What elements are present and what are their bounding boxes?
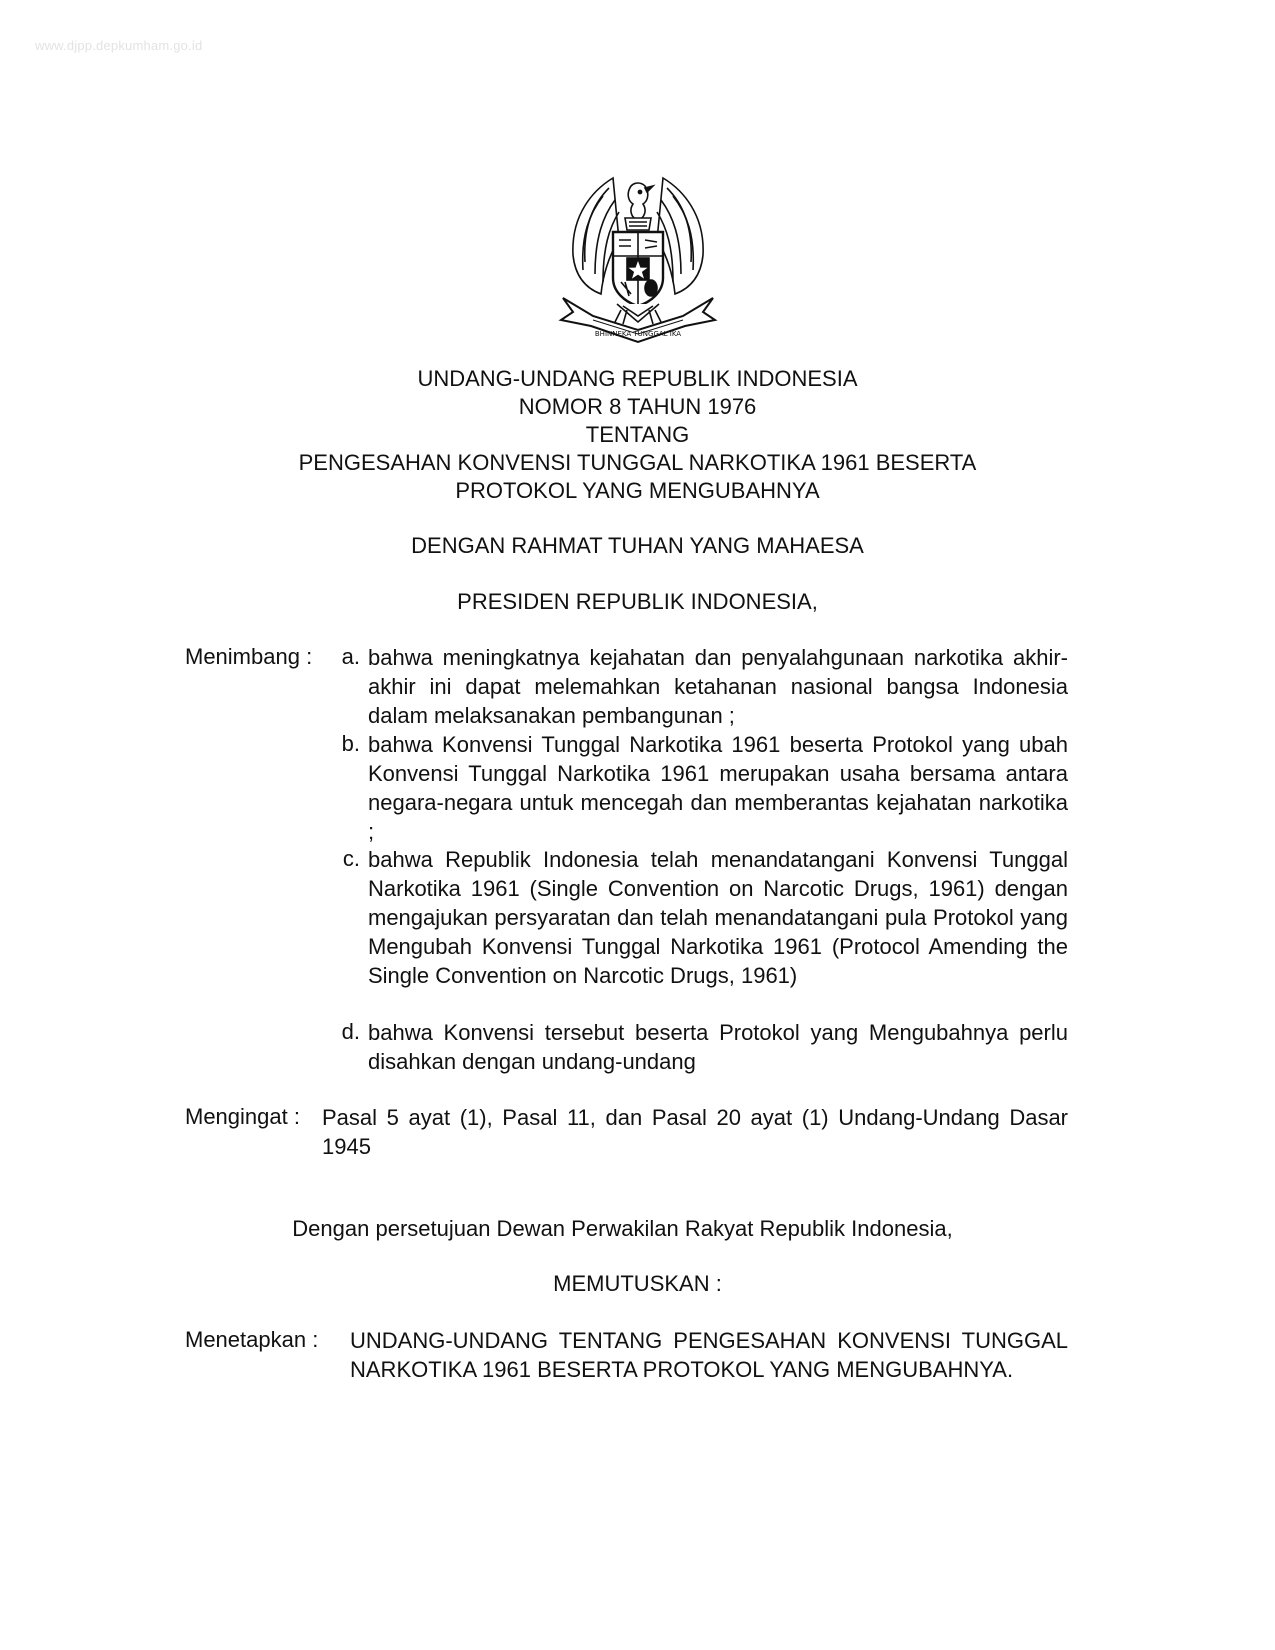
menimbang-item-d: bahwa Konvensi tersebut beserta Protokol yang Mengubahnya perlu disahkan dengan undang-undang: [368, 1020, 1068, 1074]
menimbang-letter-a: a.: [341, 644, 360, 669]
menimbang-item-b: bahwa Konvensi Tunggal Narkotika 1961 beserta Protokol yang ubah Konvensi Tunggal Narkotika 1961 merupakan usaha bersama antara negara-negara untuk mencegah dan memberantas kejahatan narkotika ;: [368, 732, 1068, 844]
garuda-pancasila-emblem-icon: [553, 170, 723, 350]
heading-line-1: UNDANG-UNDANG REPUBLIK INDONESIA: [417, 366, 858, 391]
menetapkan-text: UNDANG-UNDANG TENTANG PENGESAHAN KONVENSI TUNGGAL NARKOTIKA 1961 BESERTA PROTOKOL YANG MENGUBAHNYA.: [350, 1328, 1068, 1382]
heading-line-5: PROTOKOL YANG MENGUBAHNYA: [455, 478, 820, 503]
blessing-line: DENGAN RAHMAT TUHAN YANG MAHAESA: [411, 533, 864, 558]
mengingat-text: Pasal 5 ayat (1), Pasal 11, dan Pasal 20 ayat (1) Undang-Undang Dasar 1945: [322, 1105, 1068, 1159]
heading-line-4: PENGESAHAN KONVENSI TUNGGAL NARKOTIKA 1961 BESERTA: [298, 450, 977, 475]
menimbang-item-c: bahwa Republik Indonesia telah menandatangani Konvensi Tunggal Narkotika 1961 (Single Convention on Narcotic Drugs, 1961) dengan mengajukan persyaratan dan telah menandatangani pula Protokol yang Mengubah Konvensi Tunggal Narkotika 1961 (Protocol Amending the Single Convention on Narcotic Drugs, 1961): [368, 847, 1068, 988]
emblem-motto: BHINNEKA TUNGGAL IKA: [594, 330, 682, 338]
memutuskan-line: MEMUTUSKAN :: [553, 1271, 722, 1296]
watermark: www.djpp.depkumham.go.id: [35, 38, 203, 53]
menetapkan-label: Menetapkan :: [185, 1327, 319, 1352]
menimbang-letter-d: d.: [341, 1019, 360, 1044]
president-line: PRESIDEN REPUBLIK INDONESIA,: [457, 589, 818, 614]
menimbang-label: Menimbang :: [185, 644, 313, 669]
menimbang-letter-b: b.: [341, 731, 360, 756]
heading-line-2: NOMOR 8 TAHUN 1976: [518, 394, 757, 419]
menimbang-item-a: bahwa meningkatnya kejahatan dan penyalahgunaan narkotika akhir-akhir ini dapat melemahkan ketahanan nasional bangsa Indonesia dalam melaksanakan pembangunan ;: [368, 645, 1068, 728]
heading-line-3: TENTANG: [585, 422, 690, 447]
persetujuan-line: Dengan persetujuan Dewan Perwakilan Rakyat Republik Indonesia,: [292, 1216, 953, 1241]
mengingat-label: Mengingat :: [185, 1104, 300, 1129]
menimbang-letter-c: c.: [342, 846, 360, 871]
